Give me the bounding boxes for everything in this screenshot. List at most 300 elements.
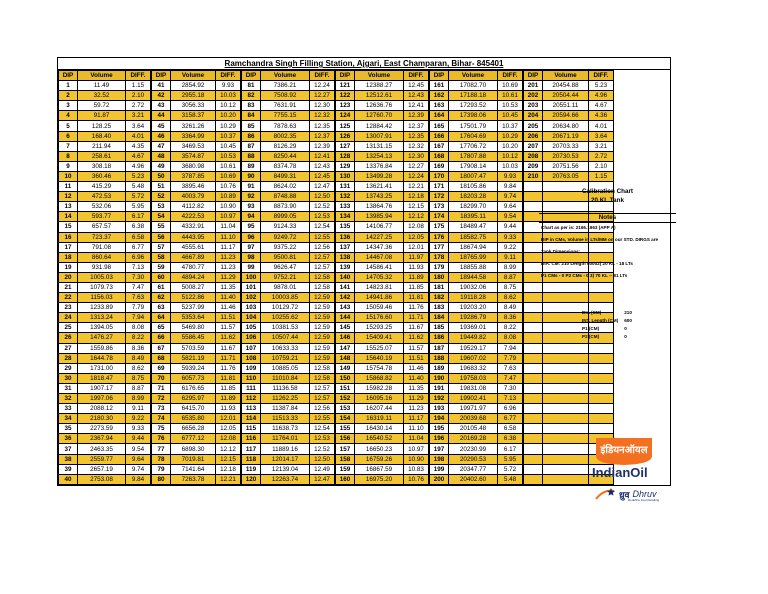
dip-cell: 122: [336, 91, 355, 101]
table-row: [430, 454, 523, 464]
dip-cell: 112: [242, 394, 261, 404]
dip-cell: 71: [152, 383, 171, 393]
table-row: [336, 394, 429, 404]
diff-cell: 12.52: [310, 202, 335, 212]
diff-cell: [589, 404, 614, 414]
diff-cell: 11.51: [404, 353, 429, 363]
table-row: [152, 293, 241, 303]
diff-cell: 11.89: [216, 394, 241, 404]
diff-cell: 11.97: [404, 252, 429, 262]
diff-cell: 12.58: [310, 373, 335, 383]
diff-cell: 12.15: [216, 454, 241, 464]
volume-cell: 12512.61: [355, 91, 404, 101]
dip-cell: 159: [336, 464, 355, 474]
volume-cell: 5939.24: [171, 363, 216, 373]
volume-cell: 11513.33: [261, 414, 310, 424]
dip-cell: 59: [152, 262, 171, 272]
volume-cell: 11136.58: [261, 383, 310, 393]
volume-cell: 10885.05: [261, 363, 310, 373]
table-row: [242, 434, 335, 444]
volume-cell: 6295.97: [171, 394, 216, 404]
table-row: [336, 242, 429, 252]
table-row: [152, 282, 241, 292]
diff-cell: 12.52: [310, 444, 335, 454]
volume-cell: 15754.78: [355, 363, 404, 373]
table-row: [430, 303, 523, 313]
dip-cell: 171: [430, 182, 449, 192]
table-row: [336, 232, 429, 242]
volume-cell: [543, 434, 589, 444]
dip-cell: 150: [336, 373, 355, 383]
volume-cell: [543, 444, 589, 454]
diff-cell: 10.89: [216, 192, 241, 202]
diff-cell: 12.58: [310, 272, 335, 282]
diff-cell: 12.50: [310, 192, 335, 202]
header-row: [242, 71, 335, 81]
diff-cell: [589, 363, 614, 373]
volume-cell: 20169.28: [449, 434, 498, 444]
table-row: [152, 151, 241, 161]
dip-cell: 60: [152, 272, 171, 282]
dip-cell: [524, 404, 543, 414]
dip-cell: 119: [242, 464, 261, 474]
dip-cell: 11: [59, 182, 78, 192]
table-row: [242, 252, 335, 262]
table-row: [59, 424, 151, 434]
dip-cell: 83: [242, 101, 261, 111]
column-header-volume: Volume: [171, 71, 216, 81]
table-row: [430, 363, 523, 373]
dip-cell: 123: [336, 101, 355, 111]
table-row: [336, 171, 429, 181]
volume-cell: 17188.18: [449, 91, 498, 101]
dip-cell: 116: [242, 434, 261, 444]
table-row: [336, 101, 429, 111]
diff-cell: 12.56: [310, 242, 335, 252]
diff-cell: 4.96: [589, 91, 614, 101]
diff-cell: 12.30: [310, 101, 335, 111]
table-row: [59, 222, 151, 232]
volume-cell: 2657.19: [78, 464, 126, 474]
table-row: [430, 101, 523, 111]
table-row: [242, 262, 335, 272]
diff-cell: 12.41: [310, 151, 335, 161]
volume-cell: 13254.13: [355, 151, 404, 161]
table-row: [59, 434, 151, 444]
diff-cell: 7.63: [126, 293, 151, 303]
table-row: [59, 474, 151, 484]
volume-cell: 10381.53: [261, 323, 310, 333]
volume-cell: 791.08: [78, 242, 126, 252]
dip-cell: 23: [59, 303, 78, 313]
dip-cell: 191: [430, 383, 449, 393]
volume-cell: 20290.53: [449, 454, 498, 464]
diff-cell: 11.40: [216, 293, 241, 303]
volume-cell: 2854.92: [171, 81, 216, 91]
table-row: [152, 161, 241, 171]
table-row: [336, 424, 429, 434]
diff-cell: 5.95: [126, 202, 151, 212]
dip-cell: 130: [336, 171, 355, 181]
dip-cell: [524, 454, 543, 464]
volume-cell: 2559.77: [78, 454, 126, 464]
volume-cell: 18674.94: [449, 242, 498, 252]
volume-cell: 10255.62: [261, 313, 310, 323]
table-row: [242, 242, 335, 252]
dip-cell: 55: [152, 222, 171, 232]
diff-cell: [589, 343, 614, 353]
dip-cell: 200: [430, 474, 449, 484]
table-row: [59, 333, 151, 343]
table-row: [524, 101, 614, 111]
volume-cell: 19902.41: [449, 394, 498, 404]
volume-cell: 11889.16: [261, 444, 310, 454]
table-row: [152, 182, 241, 192]
table-row: [152, 313, 241, 323]
volume-cell: 20730.53: [543, 151, 589, 161]
header-row: [336, 71, 429, 81]
volume-cell: [543, 353, 589, 363]
table-row: [242, 353, 335, 363]
diff-cell: 10.53: [216, 151, 241, 161]
table-row: [336, 272, 429, 282]
volume-cell: 4112.82: [171, 202, 216, 212]
dip-cell: 36: [59, 434, 78, 444]
table-row: [336, 141, 429, 151]
table-row: [430, 383, 523, 393]
volume-cell: 20671.19: [543, 131, 589, 141]
diff-cell: 5.23: [126, 171, 151, 181]
volume-cell: 15982.28: [355, 383, 404, 393]
dip-cell: 35: [59, 424, 78, 434]
dip-cell: 105: [242, 323, 261, 333]
volume-cell: 7263.78: [171, 474, 216, 484]
dip-cell: 196: [430, 434, 449, 444]
diff-cell: 4.67: [126, 151, 151, 161]
volume-cell: 19683.32: [449, 363, 498, 373]
table-row: [242, 151, 335, 161]
volume-cell: 5469.80: [171, 323, 216, 333]
volume-cell: 14823.81: [355, 282, 404, 292]
table-row: [152, 202, 241, 212]
volume-cell: 15059.46: [355, 303, 404, 313]
volume-cell: 12884.42: [355, 121, 404, 131]
diff-cell: 12.01: [404, 242, 429, 252]
table-row: [430, 353, 523, 363]
dip-cell: 131: [336, 182, 355, 192]
volume-cell: 1476.27: [78, 333, 126, 343]
dip-cell: 51: [152, 182, 171, 192]
volume-cell: 5122.86: [171, 293, 216, 303]
table-row: [59, 242, 151, 252]
diff-cell: 6.38: [126, 222, 151, 232]
dip-cell: 74: [152, 414, 171, 424]
notes-heading: Notes: [539, 213, 676, 223]
diff-cell: 7.94: [126, 313, 151, 323]
diff-cell: 10.76: [216, 182, 241, 192]
dip-cell: 24: [59, 313, 78, 323]
tank-dimensions-table: [579, 309, 635, 341]
dip-cell: 160: [336, 474, 355, 484]
volume-cell: 6415.70: [171, 404, 216, 414]
table-row: [59, 272, 151, 282]
diff-cell: 9.33: [498, 232, 523, 242]
dip-cell: [524, 424, 543, 434]
volume-cell: 19449.82: [449, 333, 498, 343]
diff-cell: 12.58: [310, 363, 335, 373]
volume-cell: 1997.06: [78, 394, 126, 404]
table-row: [524, 404, 614, 414]
volume-cell: 11262.25: [261, 394, 310, 404]
dip-cell: 192: [430, 394, 449, 404]
dhruv-tagline: Redefine Fuel Retailing: [628, 498, 660, 502]
diff-cell: 10.61: [498, 91, 523, 101]
volume-cell: 20763.05: [543, 171, 589, 181]
diff-cell: 2.72: [589, 151, 614, 161]
dip-cell: 106: [242, 333, 261, 343]
dip-cell: 194: [430, 414, 449, 424]
table-row: [524, 373, 614, 383]
volume-cell: 2180.30: [78, 414, 126, 424]
volume-cell: 11010.84: [261, 373, 310, 383]
volume-cell: 5353.64: [171, 313, 216, 323]
volume-cell: 9752.21: [261, 272, 310, 282]
dip-cell: 61: [152, 282, 171, 292]
dip-cell: 22: [59, 293, 78, 303]
column-header-diff: DIFF.: [126, 71, 151, 81]
volume-cell: 2367.94: [78, 434, 126, 444]
volume-cell: 8250.44: [261, 151, 310, 161]
diff-cell: 11.81: [216, 373, 241, 383]
dip-cell: 168: [430, 151, 449, 161]
dip-cell: 164: [430, 111, 449, 121]
diff-cell: 12.05: [404, 232, 429, 242]
dip-cell: 178: [430, 252, 449, 262]
dip-cell: 125: [336, 121, 355, 131]
volume-cell: 17604.69: [449, 131, 498, 141]
diff-cell: 12.58: [310, 282, 335, 292]
diff-cell: 12.59: [310, 293, 335, 303]
volume-cell: 1005.03: [78, 272, 126, 282]
table-row: [59, 303, 151, 313]
diff-cell: 12.59: [310, 313, 335, 323]
dip-cell: 38: [59, 454, 78, 464]
diff-cell: 8.36: [126, 343, 151, 353]
dip-cell: [524, 444, 543, 454]
calibration-block: [335, 70, 429, 485]
table-row: [430, 343, 523, 353]
diff-cell: 12.47: [310, 474, 335, 484]
dip-cell: 78: [152, 454, 171, 464]
column-header-dip: DIP: [336, 71, 355, 81]
volume-cell: 19758.03: [449, 373, 498, 383]
diff-cell: 12.59: [310, 333, 335, 343]
diff-cell: 11.93: [404, 262, 429, 272]
diff-cell: 12.21: [216, 474, 241, 484]
dip-cell: 47: [152, 141, 171, 151]
dip-cell: 75: [152, 424, 171, 434]
table-row: [430, 464, 523, 474]
diff-cell: 12.08: [404, 222, 429, 232]
table-row: [430, 404, 523, 414]
table-row: [430, 293, 523, 303]
dip-cell: 109: [242, 363, 261, 373]
volume-cell: 9878.01: [261, 282, 310, 292]
diff-cell: 12.12: [216, 444, 241, 454]
diff-cell: 10.53: [498, 101, 523, 111]
dim-row: P1 (CM) 0: [582, 326, 627, 331]
volume-cell: 657.57: [78, 222, 126, 232]
diff-cell: 10.97: [216, 212, 241, 222]
dip-cell: [524, 414, 543, 424]
diff-cell: 6.77: [498, 414, 523, 424]
column-header-diff: DIFF.: [216, 71, 241, 81]
dip-cell: 91: [242, 182, 261, 192]
diff-cell: 11.17: [404, 414, 429, 424]
volume-cell: 16095.16: [355, 394, 404, 404]
table-row: [152, 192, 241, 202]
dip-cell: 80: [152, 474, 171, 484]
dip-cell: 28: [59, 353, 78, 363]
volume-cell: 4332.91: [171, 222, 216, 232]
volume-cell: 14227.25: [355, 232, 404, 242]
table-row: [59, 353, 151, 363]
column-header-dip: DIP: [59, 71, 78, 81]
dim-row: P2 (CM) 0: [582, 334, 627, 339]
diff-cell: 11.10: [404, 424, 429, 434]
diff-cell: 7.94: [498, 343, 523, 353]
table-row: [242, 282, 335, 292]
table-row: [59, 141, 151, 151]
diff-cell: 10.37: [498, 121, 523, 131]
volume-cell: 91.87: [78, 111, 126, 121]
dip-cell: 33: [59, 404, 78, 414]
table-row: [242, 404, 335, 414]
volume-cell: 1818.47: [78, 373, 126, 383]
dip-cell: 94: [242, 212, 261, 222]
diff-cell: 12.37: [310, 131, 335, 141]
dip-cell: 90: [242, 171, 261, 181]
diff-cell: 9.64: [126, 454, 151, 464]
volume-cell: 13621.41: [355, 182, 404, 192]
volume-cell: 13864.76: [355, 202, 404, 212]
diff-cell: 9.54: [126, 444, 151, 454]
dip-cell: 40: [59, 474, 78, 484]
diff-cell: 11.04: [216, 222, 241, 232]
dip-cell: 58: [152, 252, 171, 262]
table-row: [336, 111, 429, 121]
diff-cell: 12.35: [310, 121, 335, 131]
note-dia-length: DIA. CM: 210 Length 60002) 20 KL - 18 LTs: [541, 261, 633, 266]
diff-cell: 8.99: [126, 394, 151, 404]
table-row: [430, 444, 523, 454]
table-row: [336, 212, 429, 222]
volume-cell: 17398.06: [449, 111, 498, 121]
dip-cell: 20: [59, 272, 78, 282]
table-row: [336, 464, 429, 474]
diff-cell: 12.21: [404, 182, 429, 192]
diff-cell: 11.85: [216, 383, 241, 393]
table-row: [59, 383, 151, 393]
dip-cell: 10: [59, 171, 78, 181]
volume-cell: 16430.14: [355, 424, 404, 434]
table-row: [524, 131, 614, 141]
indianoil-brand-text: IndianOil: [592, 465, 648, 480]
table-row: [152, 141, 241, 151]
volume-cell: 11387.84: [261, 404, 310, 414]
dip-cell: 84: [242, 111, 261, 121]
volume-cell: 10507.44: [261, 333, 310, 343]
volume-cell: 1156.03: [78, 293, 126, 303]
dip-cell: 117: [242, 444, 261, 454]
indianoil-logo-icon: [592, 436, 656, 466]
diff-cell: 10.90: [404, 454, 429, 464]
table-row: [242, 444, 335, 454]
diff-cell: 5.48: [498, 474, 523, 484]
diff-cell: 11.17: [216, 242, 241, 252]
diff-cell: 11.71: [404, 313, 429, 323]
dip-cell: 132: [336, 192, 355, 202]
dip-cell: 42: [152, 91, 171, 101]
dip-cell: 145: [336, 323, 355, 333]
volume-cell: 3680.98: [171, 161, 216, 171]
diff-cell: 11.35: [404, 383, 429, 393]
diff-cell: 10.97: [404, 444, 429, 454]
volume-cell: 20039.68: [449, 414, 498, 424]
dip-cell: 18: [59, 252, 78, 262]
volume-cell: 1233.89: [78, 303, 126, 313]
volume-cell: 6898.30: [171, 444, 216, 454]
volume-cell: 9249.72: [261, 232, 310, 242]
diff-cell: 4.01: [126, 131, 151, 141]
table-row: [242, 424, 335, 434]
table-row: [524, 91, 614, 101]
volume-cell: 5821.19: [171, 353, 216, 363]
diff-cell: 12.12: [404, 212, 429, 222]
diff-cell: 5.72: [126, 192, 151, 202]
dip-cell: 177: [430, 242, 449, 252]
volume-cell: 20751.56: [543, 161, 589, 171]
table-row: [242, 161, 335, 171]
diff-cell: 12.18: [216, 464, 241, 474]
diff-cell: 10.45: [216, 141, 241, 151]
volume-cell: 12139.04: [261, 464, 310, 474]
dip-cell: 37: [59, 444, 78, 454]
dip-cell: 138: [336, 252, 355, 262]
volume-cell: 8126.29: [261, 141, 310, 151]
volume-cell: 16319.11: [355, 414, 404, 424]
volume-cell: 8624.02: [261, 182, 310, 192]
table-row: [524, 111, 614, 121]
diff-cell: 7.13: [126, 262, 151, 272]
table-row: [430, 474, 523, 484]
volume-cell: 8499.31: [261, 171, 310, 181]
volume-cell: 59.72: [78, 101, 126, 111]
volume-cell: 211.94: [78, 141, 126, 151]
volume-cell: 12014.17: [261, 454, 310, 464]
table-row: [59, 313, 151, 323]
column-header-dip: DIP: [430, 71, 449, 81]
note-chart-standard: Chart as per is: 2166.1963 (APP A): [541, 225, 616, 230]
diff-cell: 9.44: [498, 222, 523, 232]
diff-cell: [589, 373, 614, 383]
diff-cell: 12.55: [310, 414, 335, 424]
dip-cell: 14: [59, 212, 78, 222]
dip-cell: 54: [152, 212, 171, 222]
column-header-diff: DIFF.: [498, 71, 523, 81]
diff-cell: 7.47: [126, 282, 151, 292]
volume-cell: 472.53: [78, 192, 126, 202]
